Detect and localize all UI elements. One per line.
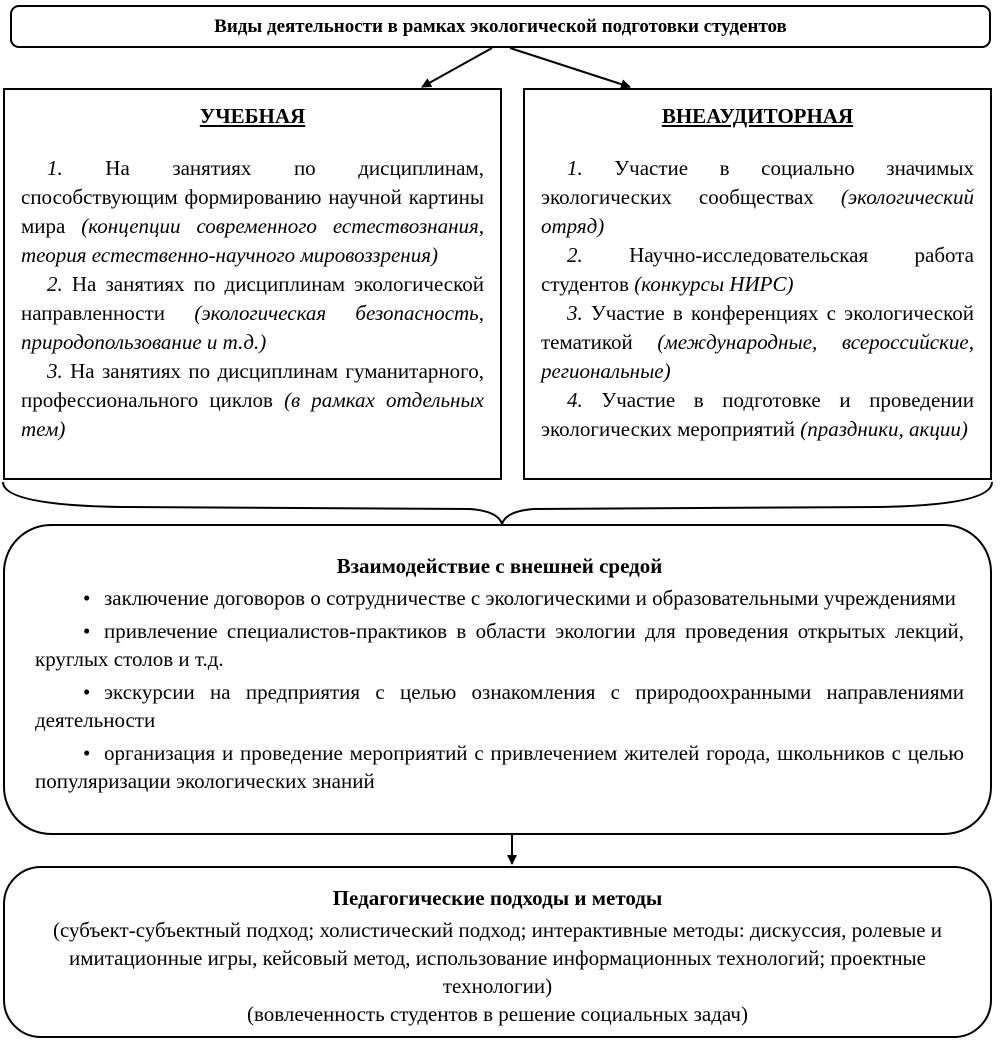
bullet-icon: • <box>83 680 91 704</box>
bullet-icon: • <box>83 586 91 610</box>
header-box <box>10 5 991 48</box>
extracurricular-box <box>523 88 992 480</box>
methods-text-2: (вовлеченность студентов в решение социальных задач) <box>247 1002 748 1026</box>
methods-box <box>3 866 992 1038</box>
interaction-bullet: • организация и проведение мероприятий с привлечением жителей города, школьников с целью популяризации экологических знаний <box>35 741 964 793</box>
arrow-to-right <box>510 48 630 87</box>
methods-text: (субъект-субъектный подход; холистический подход; интерактивные методы: дискуссия, ролевые и имитационные игры, кейсовый метод, использование информационных технологий; проектные технологии) <box>53 918 942 998</box>
brace-under-columns <box>3 482 992 524</box>
academic-item: 1. На занятиях по дисциплинам, способствующим формированию научной картины мира (концепции современного естествознания, теория естественно-научного мировоззрения) <box>21 156 484 267</box>
bullet-icon: • <box>83 741 91 765</box>
extracurricular-item: 1. Участие в социально значимых экологических сообществах (экологический отряд) <box>541 156 974 238</box>
interaction-title: Взаимодействие с внешней средой <box>336 554 663 578</box>
header-title: Виды деятельности в рамках экологической подготовки студентов <box>214 16 787 37</box>
methods-title: Педагогические подходы и методы <box>332 886 663 910</box>
arrow-to-left <box>422 48 492 87</box>
extracurricular-item: 4. Участие в подготовке и проведении экологических мероприятий (праздники, акции) <box>541 388 974 441</box>
interaction-bullet: • привлечение специалистов-практиков в области экологии для проведения открытых лекций, круглых столов и т.д. <box>35 619 964 671</box>
extracurricular-item: 2. Научно-исследовательская работа студентов (конкурсы НИРС) <box>541 243 974 296</box>
academic-title: УЧЕБНАЯ <box>199 104 306 128</box>
academic-item: 3. На занятиях по дисциплинам гуманитарного, профессионального циклов (в рамках отдельных тем) <box>21 359 484 441</box>
interaction-bullet: • экскурсии на предприятия с целью ознакомления с природоохранными направлениями деятельности <box>35 680 964 732</box>
interaction-bullet: • заключение договоров о сотрудничестве с экологическими и образовательными учреждениями <box>83 586 956 610</box>
interaction-box <box>3 524 992 835</box>
academic-box <box>3 88 502 480</box>
bullet-icon: • <box>83 619 91 643</box>
academic-item: 2. На занятиях по дисциплинам экологической направленности (экологическая безопасность, природопользование и т.д.) <box>21 272 484 354</box>
extracurricular-title: ВНЕАУДИТОРНАЯ <box>661 104 854 128</box>
extracurricular-item: 3. Участие в конференциях с экологической тематикой (международные, всероссийские, региональные) <box>541 301 974 383</box>
